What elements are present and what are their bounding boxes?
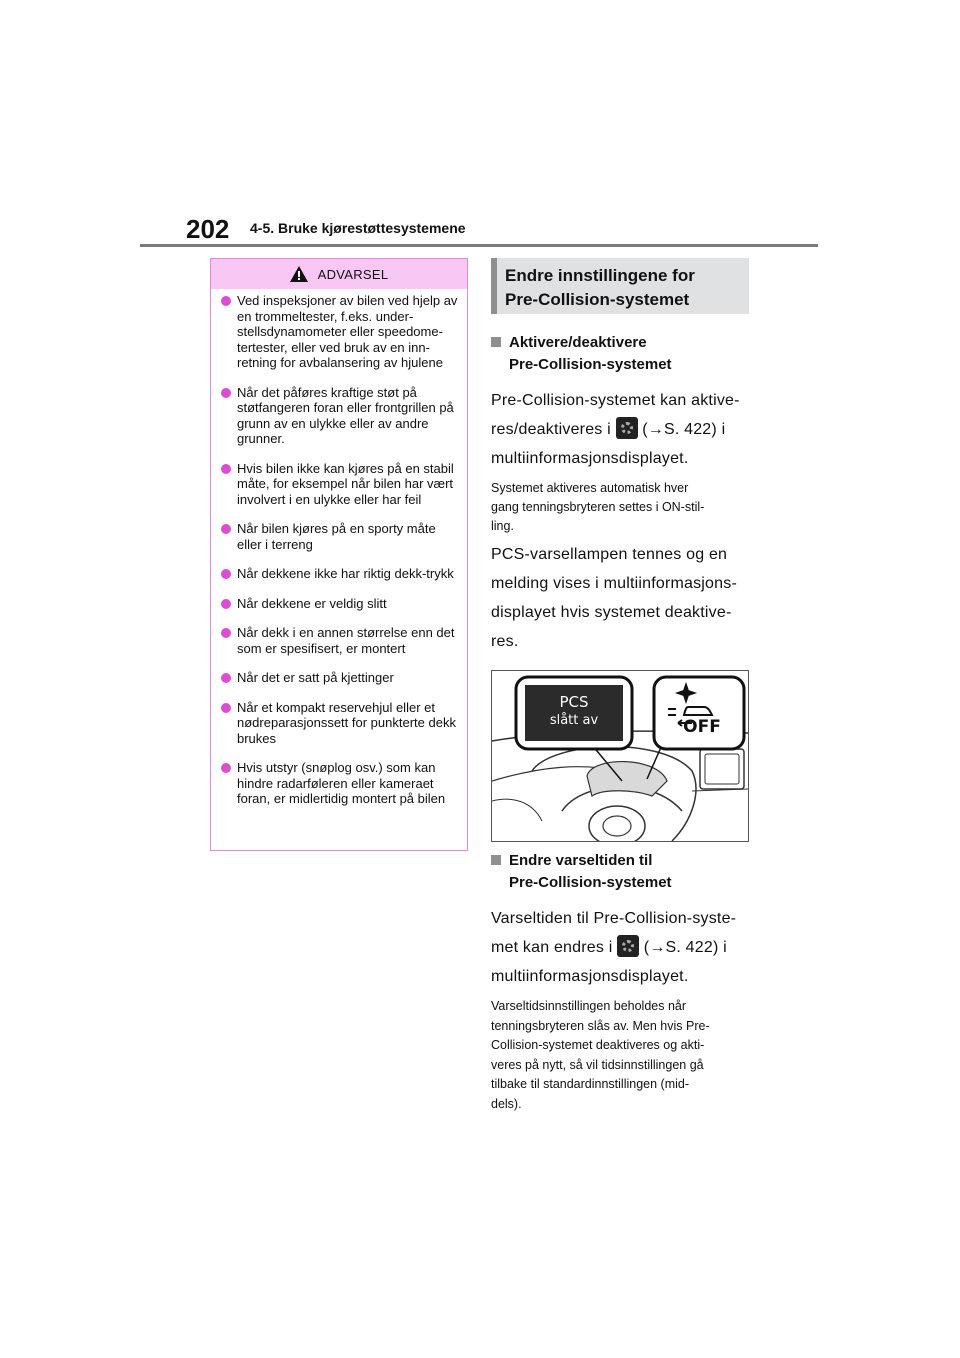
settings-gear-icon	[617, 935, 639, 957]
warning-list	[211, 293, 467, 807]
bullet-icon	[221, 388, 231, 398]
header-divider	[140, 244, 818, 247]
settings-section	[491, 258, 749, 1114]
bullet-icon	[221, 673, 231, 683]
off-label: OFF	[683, 717, 721, 737]
warning-item: Når dekk i en annen størrelse enn det som er spesifisert, er montert	[221, 625, 459, 656]
bullet-icon	[221, 524, 231, 534]
note-timing: Varseltidsinnstillingen beholdes når tenningsbryteren slås av. Men hvis Pre- Collision-systemet deaktiveres og akti- veres på nytt, så vil tidsinnstillingen gå tilbake til standardinnstillingen (mid- dels).	[491, 999, 710, 1111]
pcs-display-message: slått av	[549, 713, 599, 728]
dashboard-illustration	[491, 670, 749, 842]
paragraph-activate: Pre-Collision-systemet kan aktive- res/deaktiveres i (→S. 422) i multiinformasjonsdisplayet.	[491, 392, 740, 467]
bullet-icon	[221, 703, 231, 713]
bullet-icon	[221, 296, 231, 306]
page-number: 202	[186, 214, 230, 244]
square-bullet-icon	[491, 855, 501, 865]
bullet-icon	[221, 464, 231, 474]
paragraph-warning-light: PCS-varsellampen tennes og en melding vises i multiinformasjons- displayet hvis systemet deaktive- res.	[491, 546, 737, 650]
square-bullet-icon	[491, 337, 501, 347]
subheading-timing: Endre varseltiden til Pre-Collision-systemet	[491, 850, 749, 894]
warning-header	[211, 259, 467, 289]
settings-gear-icon	[616, 417, 638, 439]
note-activate: Systemet aktiveres automatisk hver gang tenningsbryteren settes i ON-stil- ling.	[491, 481, 705, 533]
bullet-icon	[221, 763, 231, 773]
warning-box	[210, 258, 468, 851]
bullet-icon	[221, 628, 231, 638]
bullet-icon	[221, 599, 231, 609]
warning-item: Når dekkene ikke har riktig dekk-trykk	[221, 566, 459, 582]
paragraph-timing: Varseltiden til Pre-Collision-syste- met kan endres i (→S. 422) i multiinformasjonsdisplayet.	[491, 910, 737, 985]
warning-item: Ved inspeksjoner av bilen ved hjelp av en trommeltester, f.eks. under-stellsdynamometer eller speedome-tertester, eller ved bruk av en inn-retning for avbalansering av hjulene	[221, 293, 459, 371]
subheading-activate: Aktivere/deaktivere Pre-Collision-systemet	[491, 332, 749, 376]
warning-item: Hvis utstyr (snøplog osv.) som kan hindre radarføleren eller kameraet foran, er midlertidig montert på bilen	[221, 760, 459, 807]
bullet-icon	[221, 569, 231, 579]
warning-item: Hvis bilen ikke kan kjøres på en stabil måte, for eksempel når bilen har vært involvert i en ulykke eller har feil	[221, 461, 459, 508]
warning-item: Når bilen kjøres på en sporty måte eller i terreng	[221, 521, 459, 552]
pcs-display-label: PCS	[559, 693, 589, 711]
warning-item: Når det er satt på kjettinger	[221, 670, 459, 686]
warning-title: ADVARSEL	[317, 266, 389, 282]
warning-item: Når det påføres kraftige støt på støtfangeren foran eller frontgrillen på grunn av en ulykke eller av andre grunner.	[221, 385, 459, 447]
section-heading: Endre innstillingene for Pre-Collision-systemet	[491, 258, 749, 314]
section-title: 4-5. Bruke kjørestøttesystemene	[250, 220, 466, 236]
warning-item: Når dekkene er veldig slitt	[221, 596, 459, 612]
warning-triangle-icon	[290, 266, 308, 282]
warning-item: Når et kompakt reservehjul eller et nødreparasjonssett for punkterte dekk brukes	[221, 700, 459, 747]
